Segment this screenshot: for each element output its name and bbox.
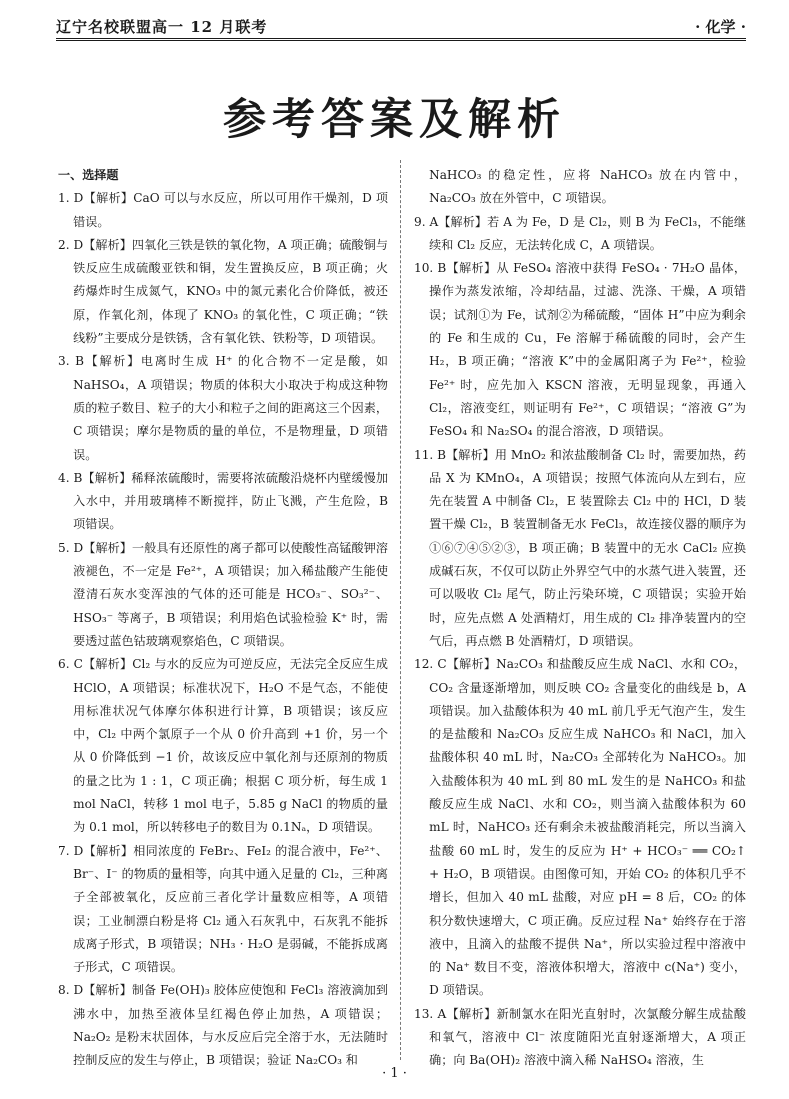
answer-item-1: 1. D【解析】CaO 可以与水反应，所以可用作干燥剂，D 项错误。 [58,191,388,229]
answer-item-11: 11. B【解析】用 MnO₂ 和浓盐酸制备 Cl₂ 时，需要加热，药品 X 为 KMnO₄，A 项错误；按照气体流向从左到右，应先在装置 A 中制备 Cl₂，E 装置除去 Cl₂ 中的 HCl，D 装置干燥 Cl₂，B 装置制备无水 FeCl₃，故连接仪器的顺序为①⑥⑦④⑤②③，B 项正确；B 装置中的无水 CaCl₂ 应换成碱石灰，不仅可以防止外界空气中的水蒸气进入装置，还可以吸收 Cl₂ 尾气，防止污染环境，C 项错误；实验开始时，应先点燃 A 处酒精灯，用生成的 Cl₂ 排净装置内的空气后，再点燃 B 处酒精灯，D 项错误。 [414,447,746,648]
answer-item-8: 8. D【解析】制备 Fe(OH)₃ 胶体应使饱和 FeCl₃ 溶液滴加到沸水中，加热至液体呈红褐色停止加热，A 项错误；Na₂O₂ 是粉末状固体，与水反应后完全溶于水，无法随时控制反应的发生与停止，B 项错误；验证 Na₂CO₃ 和 [58,983,388,1068]
answer-item-8-continued: NaHCO₃ 的稳定性，应将 NaHCO₃ 放在内管中，Na₂CO₃ 放在外管中，C 项错误。 [429,168,746,206]
answer-item-9: 9. A【解析】若 A 为 Fe，D 是 Cl₂，则 B 为 FeCl₃，不能继续和 Cl₂ 反应，无法转化成 C，A 项错误。 [414,214,746,252]
section-heading: 一、选择题 [58,168,119,182]
answer-item-12: 12. C【解析】Na₂CO₃ 和盐酸反应生成 NaCl、水和 CO₂，CO₂ 含量逐渐增加，则反映 CO₂ 含量变化的曲线是 b，A 项错误。加入盐酸体积为 40 mL 前几乎无气泡产生，发生的是盐酸和 Na₂CO₃ 反应生成 NaHCO₃ 和 NaCl，加入盐酸体积 40 mL 时，Na₂CO₃ 全部转化为 NaHCO₃。加入盐酸体积为 40 mL 到 80 mL 发生的是 NaHCO₃ 和盐酸反应生成 NaCl、水和 CO₂，则当滴入盐酸体积为 60 mL 时，NaHCO₃ 还有剩余未被盐酸消耗完，所以当滴入盐酸 60 mL 时，发生的反应为 H⁺ + HCO₃⁻ ══ CO₂↑ + H₂O，B 项错误。由图像可知，开始 CO₂ 的体积几乎不增长，但加入 40 mL 盐酸，对应 pH = 8 后，CO₂ 的体积分数快速增大，C 项正确。反应过程 Na⁺ 始终存在于溶液中，且滴入的盐酸不提供 Na⁺，所以实验过程中溶液中的 Na⁺ 数目不变，溶液体积增大，溶液中 c(Na⁺) 变小，D 项错误。 [414,657,746,998]
answer-item-4: 4. B【解析】稀释浓硫酸时，需要将浓硫酸沿烧杯内壁缓慢加入水中，并用玻璃棒不断搅拌，防止飞溅，产生危险，B 项错误。 [58,470,388,532]
answer-item-10: 10. B【解析】从 FeSO₄ 溶液中获得 FeSO₄ · 7H₂O 晶体，操作为蒸发浓缩，冷却结晶，过滤、洗涤、干燥，A 项错误；试剂①为 Fe，试剂②为稀硫酸，“固体 H”中应为剩余的 Fe 和生成的 Cu，Fe 溶解于稀硫酸的同时，会产生 H₂，B 项正确；“溶液 K”中的金属阳离子为 Fe²⁺，检验 Fe²⁺ 时，应先加入 KSCN 溶液，无明显现象，再通入 Cl₂，溶液变红，则证明有 Fe²⁺，C 项错误；“溶液 G”为 FeSO₄ 和 Na₂SO₄ 的混合溶液，D 项错误。 [414,261,746,439]
right-column [414,164,746,1073]
answer-item-6: 6. C【解析】Cl₂ 与水的反应为可逆反应，无法完全反应生成 HClO，A 项错误；标准状况下，H₂O 不是气态，不能使用标准状况气体摩尔体积进行计算，B 项错误；该反应中，Cl₂ 中两个氯原子一个从 0 价升高到 +1 价，另一个从 0 价降低到 −1 价，故该反应中氧化剂与还原剂的物质的量之比为 1 : 1，C 项正确；根据 C 项分析，每生成 1 mol NaCl，转移 1 mol 电子，5.85 g NaCl 的物质的量为 0.1 mol，所以转移电子的数目为 0.1Nₐ，D 项错误。 [58,657,388,835]
exam-name: 辽宁名校联盟高一 12 月联考 [56,18,268,36]
page-header [56,10,746,41]
page-number: · 1 · [382,1066,407,1081]
answer-item-7: 7. D【解析】相同浓度的 FeBr₂、FeI₂ 的混合液中，Fe²⁺、Br⁻、I⁻ 的物质的量相等，向其中通入足量的 Cl₂，三种离子全部被氧化，反应前三者化学计量数应相等，A 项错误；工业制漂白粉是将 Cl₂ 通入石灰乳中，石灰乳不能拆成离子形式，B 项错误；NH₃ · H₂O 是弱碱，不能拆成离子形式，C 项错误。 [58,843,388,975]
subject-label: · 化学 · [695,18,746,36]
answer-item-2: 2. D【解析】四氧化三铁是铁的氧化物，A 项正确；硫酸铜与铁反应生成硫酸亚铁和铜，发生置换反应，B 项正确；火药爆炸时生成氮气，KNO₃ 中的氮元素化合价降低，被还原，作氧化剂，体现了 KNO₃ 的氧化性，C 项正确；“铁线粉”主要成分是铁锈，含有氧化铁、铁粉等，D 项错误。 [58,237,388,346]
answer-item-5: 5. D【解析】一般具有还原性的离子都可以使酸性高锰酸钾溶液褪色，不一定是 Fe²⁺，A 项错误；加入稀盐酸产生能使澄清石灰水变浑浊的气体的还可能是 HCO₃⁻、SO₃²⁻、HSO₃⁻ 等离子，B 项错误；利用焰色试验检验 K⁺ 时，需要透过蓝色钴玻璃观察焰色，C 项错误。 [58,540,388,648]
answer-item-3: 3. B【解析】电离时生成 H⁺ 的化合物不一定是酸，如 NaHSO₄，A 项错误；物质的体积大小取决于构成这种物质的粒子数目、粒子的大小和粒子之间的距离这三个因素，C 项错误；摩尔是物质的量的单位，不是物理量，D 项错误。 [58,354,388,462]
page-title: 参考答案及解析 [223,95,566,145]
left-column [58,164,388,1073]
column-divider [400,160,401,1060]
answer-item-13: 13. A【解析】新制氯水在阳光直射时，次氯酸分解生成盐酸和氧气，溶液中 Cl⁻ 浓度随阳光直射逐渐增大，A 项正确；向 Ba(OH)₂ 溶液中滴入稀 NaHSO₄ 溶液，生 [414,1006,746,1068]
